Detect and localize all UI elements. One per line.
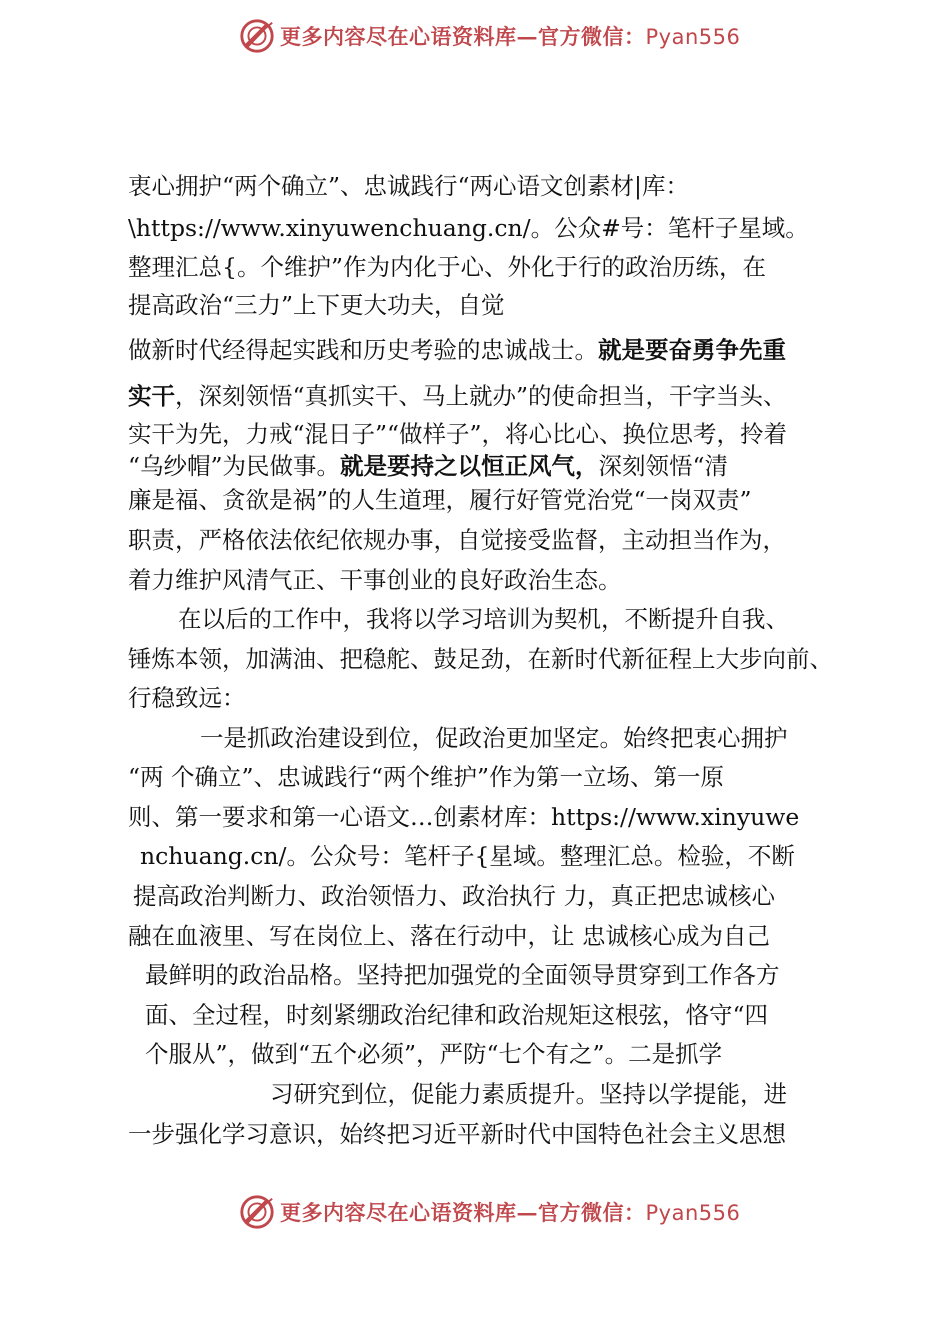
header-watermark-text: 更多内容尽在心语资料库—官方微信：Pyan556 <box>280 24 741 49</box>
text-line: 做新时代经得起实践和历史考验的忠诚战士。就是要奋勇争先重 <box>128 336 786 364</box>
text-line: 锤炼本领，加满油、把稳舵、鼓足劲，在新时代新征程上大步向前、 <box>128 645 833 673</box>
brand-logo-icon <box>238 1193 276 1231</box>
text-line: 行稳致远： <box>128 684 246 712</box>
text-line: nchuang.cn/。公众号：笔杆子{星域。整理汇总。检验，不断 <box>140 842 795 870</box>
text-line: “乌纱帽”为民做事。就是要持之以恒正风气，深刻领悟“清 <box>128 452 729 480</box>
text-line: 廉是福、贪欲是祸”的人生道理，履行好管党治党“一岗双责” <box>128 486 752 514</box>
text-line: 最鲜明的政治品格。坚持把加强党的全面领导贯穿到工作各方 <box>145 961 780 989</box>
text-line: 整理汇总{。个维护”作为内化于心、外化于行的政治历练，在 <box>128 253 766 281</box>
text-line: 一是抓政治建设到位，促政治更加坚定。始终把衷心拥护 <box>200 724 788 752</box>
text-line: 职责，严格依法依纪依规办事，自觉接受监督，主动担当作为， <box>128 526 786 554</box>
text-line: 实干为先，力戒“混日子”“做样子”，将心比心、换位思考，拎着 <box>128 420 788 448</box>
text-line: 在以后的工作中，我将以学习培训为契机，不断提升自我、 <box>178 605 789 633</box>
bold-phrase: 就是要持之以恒正风气， <box>340 452 599 480</box>
text-line: 着力维护风清气正、干事创业的良好政治生态。 <box>128 566 622 594</box>
text-line: 则、第一要求和第一心语文…创素材库：https://www.xinyuwe <box>128 803 800 831</box>
text-line: 一步强化学习意识，始终把习近平新时代中国特色社会主义思想 <box>128 1120 786 1148</box>
text-line: 个服从”，做到“五个必须”，严防“七个有之”。二是抓学 <box>145 1040 723 1068</box>
text-line: 融在血液里、写在岗位上、落在行动中，让 忠诚核心成为自己 <box>128 922 770 950</box>
text-line: 习研究到位，促能力素质提升。坚持以学提能，进 <box>270 1080 787 1108</box>
bold-phrase: 实干 <box>128 382 175 410</box>
text-line: 提高政治“三力”上下更大功夫，自觉 <box>128 291 505 319</box>
bold-phrase: 就是要奋勇争先重 <box>598 336 786 364</box>
footer-watermark-text: 更多内容尽在心语资料库—官方微信：Pyan556 <box>280 1200 741 1225</box>
text-line: 提高政治判断力、政治领悟力、政治执行 力，真正把忠诚核心 <box>133 882 775 910</box>
text-line: “两 个确立”、忠诚践行“两个维护”作为第一立场、第一原 <box>128 763 725 791</box>
text-line: 衷心拥护“两个确立”、忠诚践行“两心语文创素材|库： <box>128 172 689 200</box>
text-line: 面、全过程，时刻紧绷政治纪律和政治规矩这根弦，恪守“四 <box>145 1001 769 1029</box>
footer-watermark <box>238 1192 758 1232</box>
text-line: 实干，深刻领悟“真抓实干、马上就办”的使命担当，干字当头、 <box>128 382 787 410</box>
text-line: \https://www.xinyuwenchuang.cn/。公众#号：笔杆子星域。 <box>128 214 809 242</box>
